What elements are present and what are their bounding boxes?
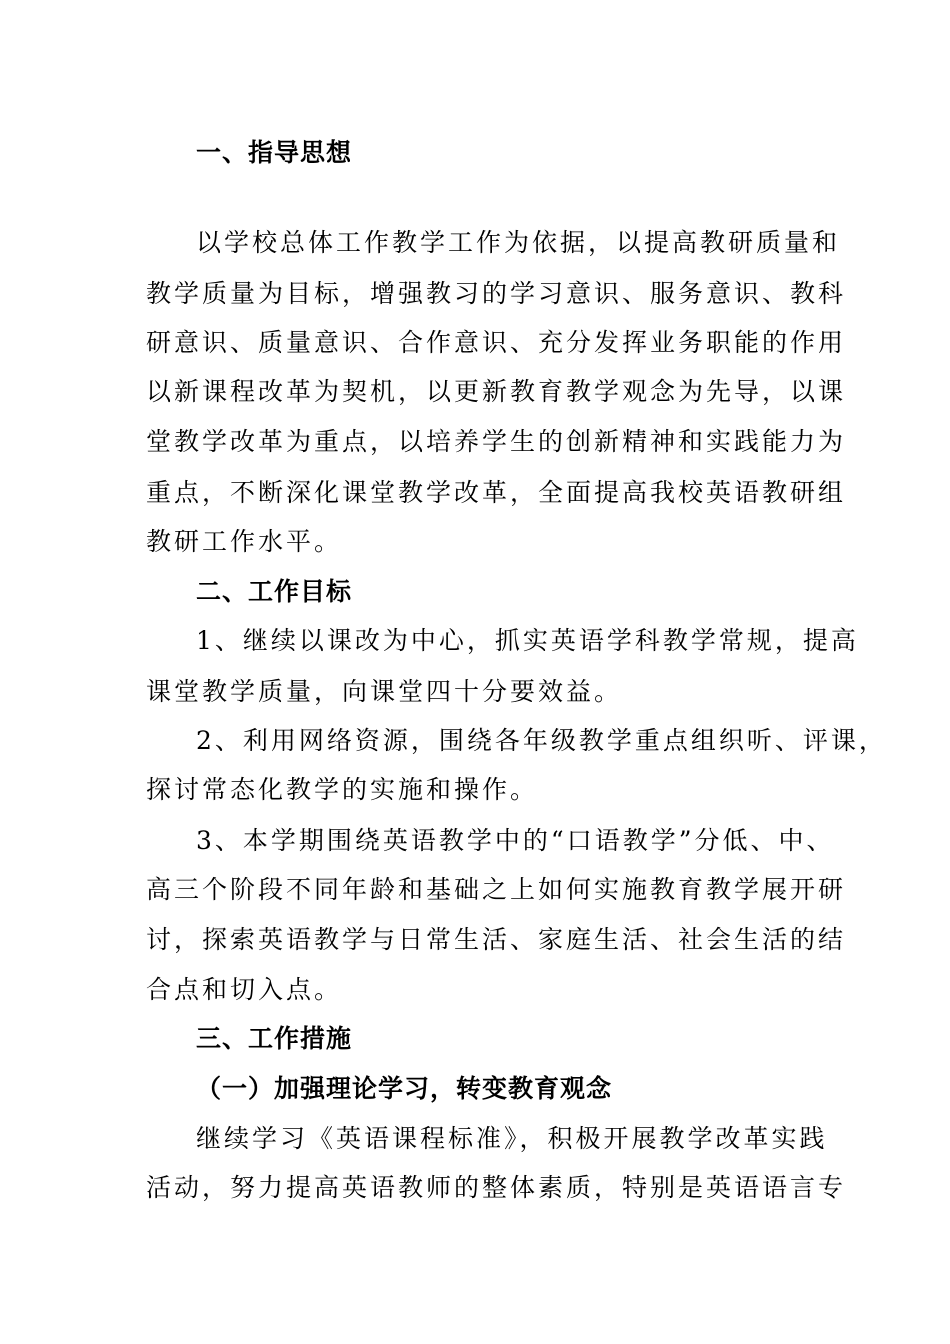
section-heading-work-goals: 二、工作目标 [196,577,353,606]
paragraph-line: 讨，探索英语教学与日常生活、家庭生活、社会生活的结 [146,925,847,954]
paragraph-line: 课堂教学质量，向课堂四十分要效益。 [146,677,623,706]
paragraph-line: 合点和切入点。 [146,975,343,1004]
paragraph-line: 重点，不断深化课堂教学改革，全面提高我校英语教研组 [146,478,847,507]
paragraph-line: 探讨常态化教学的实施和操作。 [146,775,539,804]
paragraph-line: 研意识、质量意识、合作意识、充分发挥业务职能的作用 [146,328,847,357]
section-heading-guiding-ideology: 一、指导思想 [196,138,353,167]
paragraph-line: 继续学习《英语课程标准》，积极开展教学改革实践 [196,1124,828,1153]
paragraph-line: 活动，努力提高英语教师的整体素质，特别是英语语言专 [146,1173,847,1202]
paragraph-line: 2、利用网络资源，围绕各年级教学重点组织听、评课， [196,726,887,755]
paragraph-line: 教学质量为目标，增强教习的学习意识、服务意识、教科 [146,279,847,308]
paragraph-line: 高三个阶段不同年龄和基础之上如何实施教育教学展开研 [146,875,847,904]
paragraph-line: 1、继续以课改为中心，抓实英语学科教学常规，提高 [196,626,859,655]
paragraph-line: 教研工作水平。 [146,527,343,556]
paragraph-line: 3、本学期围绕英语教学中的“口语教学”分低、中、 [196,826,835,855]
subsection-heading: （一）加强理论学习，转变教育观念 [196,1074,613,1103]
paragraph-line: 以学校总体工作教学工作为依据，以提高教研质量和 [196,228,841,257]
section-heading-work-measures: 三、工作措施 [196,1024,353,1053]
paragraph-line: 以新课程改革为契机，以更新教育教学观念为先导，以课 [146,377,847,406]
paragraph-line: 堂教学改革为重点，以培养学生的创新精神和实践能力为 [146,427,847,456]
